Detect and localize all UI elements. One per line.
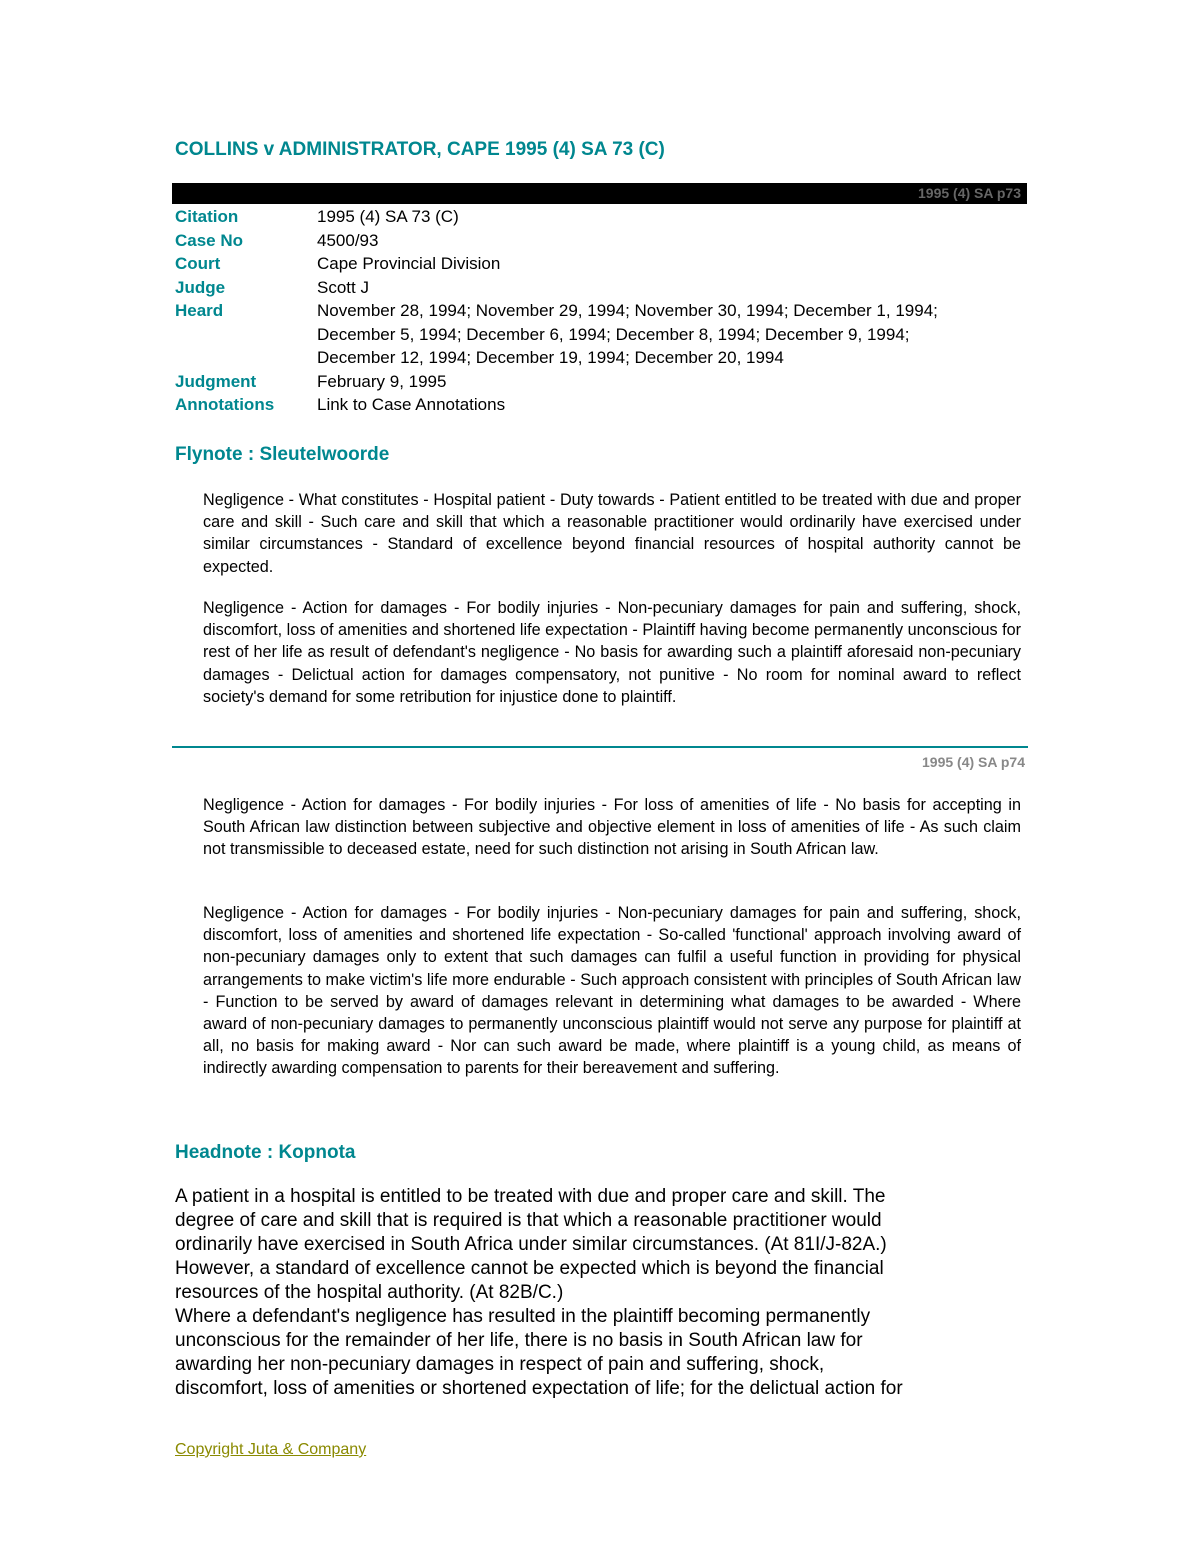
meta-row-heard (175, 299, 1035, 370)
case-title: COLLINS v ADMINISTRATOR, CAPE 1995 (4) SA 73 (C) (175, 139, 665, 160)
citation-value: 1995 (4) SA 73 (C) (317, 207, 459, 226)
case-metadata (175, 205, 1035, 417)
flynote-paragraph: Negligence - Action for damages - For bodily injuries - Non-pecuniary damages for pain and suffering, shock, discomfort, loss of amenities and shortened life expectation - Plaintiff having become permanently unconscious for rest of her life as result of defendant's negligence - No basis for awarding such a plaintiff aforesaid non-pecuniary damages - Delictual action for damages compensatory, not punitive - No room for nominal award to reflect society's demand for some retribution for injustice done to plaintiff. (203, 599, 1021, 706)
heard-dates-line: December 12, 1994; December 19, 1994; December 20, 1994 (317, 348, 784, 367)
case-no-value: 4500/93 (317, 230, 379, 250)
flynote-paragraph: Negligence - Action for damages - For bodily injuries - Non-pecuniary damages for pain and suffering, shock, discomfort, loss of amenities and shortened life expectation - So-called 'functional' approach involving award of non-pecuniary damages only to extent that such damages can fulfil a useful function in providing for physical arrangements to make victim's life more endurable - Such approach consistent with principles of South African law - Function to be served by award of damages relevant in determining what damages to be awarded - Where award of non-pecuniary damages to permanently unconscious plaintiff would not serve any purpose for plaintiff at all, no basis for making award - Nor can such award be made, where plaintiff is a young child, as means of indirectly awarding compensation to parents for their bereavement and suffering. (203, 904, 1021, 1078)
meta-row-court (175, 252, 1035, 276)
headnote-line: However, a standard of excellence cannot be expected which is beyond the financial (175, 1258, 884, 1279)
heard-dates-line: November 28, 1994; November 29, 1994; November 30, 1994; December 1, 1994; (317, 301, 938, 320)
annotations-link[interactable]: Link to Case Annotations (317, 395, 506, 414)
headnote-line: degree of care and skill that is required is that which a reasonable practitioner would (175, 1210, 882, 1231)
page-marker-p73: 1995 (4) SA p73 (918, 185, 1021, 201)
copyright-link[interactable]: Copyright Juta & Company (175, 1441, 367, 1458)
judge-label: Judge (175, 277, 226, 297)
headnote-line: unconscious for the remainder of her life, there is no basis in South African law for (175, 1330, 863, 1351)
page-marker-p74: 1995 (4) SA p74 (922, 754, 1025, 770)
heard-label: Heard (175, 301, 224, 320)
heard-value (317, 299, 1035, 370)
annotations-label: Annotations (175, 395, 275, 414)
meta-row-judgment (175, 370, 1035, 394)
court-label: Court (175, 254, 221, 273)
meta-row-case-no (175, 229, 1035, 253)
meta-row-annotations (175, 393, 1035, 417)
flynote-heading: Flynote : Sleutelwoorde (175, 444, 390, 465)
judge-value: Scott J (317, 277, 369, 297)
headnote-line: ordinarily have exercised in South Africa under similar circumstances. (At 81I/J-82A.) (175, 1234, 887, 1255)
headnote-heading: Headnote : Kopnota (175, 1142, 356, 1163)
judgment-label: Judgment (175, 371, 257, 391)
flynote-paragraph: Negligence - Action for damages - For bodily injuries - For loss of amenities of life - No basis for accepting in South African law distinction between subjective and objective element in loss of amenities of life - As such claim not transmissible to deceased estate, need for such distinction not arising in South African law. (203, 796, 1021, 859)
headnote-line: resources of the hospital authority. (At 82B/C.) (175, 1282, 564, 1303)
citation-label: Citation (175, 207, 239, 226)
headnote-line: A patient in a hospital is entitled to be treated with due and proper care and skill. The (175, 1186, 886, 1207)
page-marker-bar (172, 183, 1027, 204)
case-no-label: Case No (175, 230, 244, 250)
page-break-rule (172, 746, 1028, 748)
heard-dates-line: December 5, 1994; December 6, 1994; December 8, 1994; December 9, 1994; (317, 324, 910, 344)
judgment-value: February 9, 1995 (317, 371, 447, 391)
headnote-paragraph (175, 1185, 1025, 1401)
headnote-line: awarding her non-pecuniary damages in respect of pain and suffering, shock, (175, 1354, 825, 1375)
flynote-paragraph: Negligence - What constitutes - Hospital patient - Duty towards - Patient entitled to be treated with due and proper care and skill - Such care and skill that which a reasonable practitioner would ordinarily have exercised under similar circumstances - Standard of excellence beyond financial resources of hospital authority cannot be expected. (203, 491, 1021, 576)
headnote-line: discomfort, loss of amenities or shortened expectation of life; for the delictual action for (175, 1378, 903, 1399)
meta-row-judge (175, 276, 1035, 300)
court-value: Cape Provincial Division (317, 254, 501, 273)
meta-row-citation (175, 205, 1035, 229)
headnote-line: Where a defendant's negligence has resulted in the plaintiff becoming permanently (175, 1306, 871, 1327)
